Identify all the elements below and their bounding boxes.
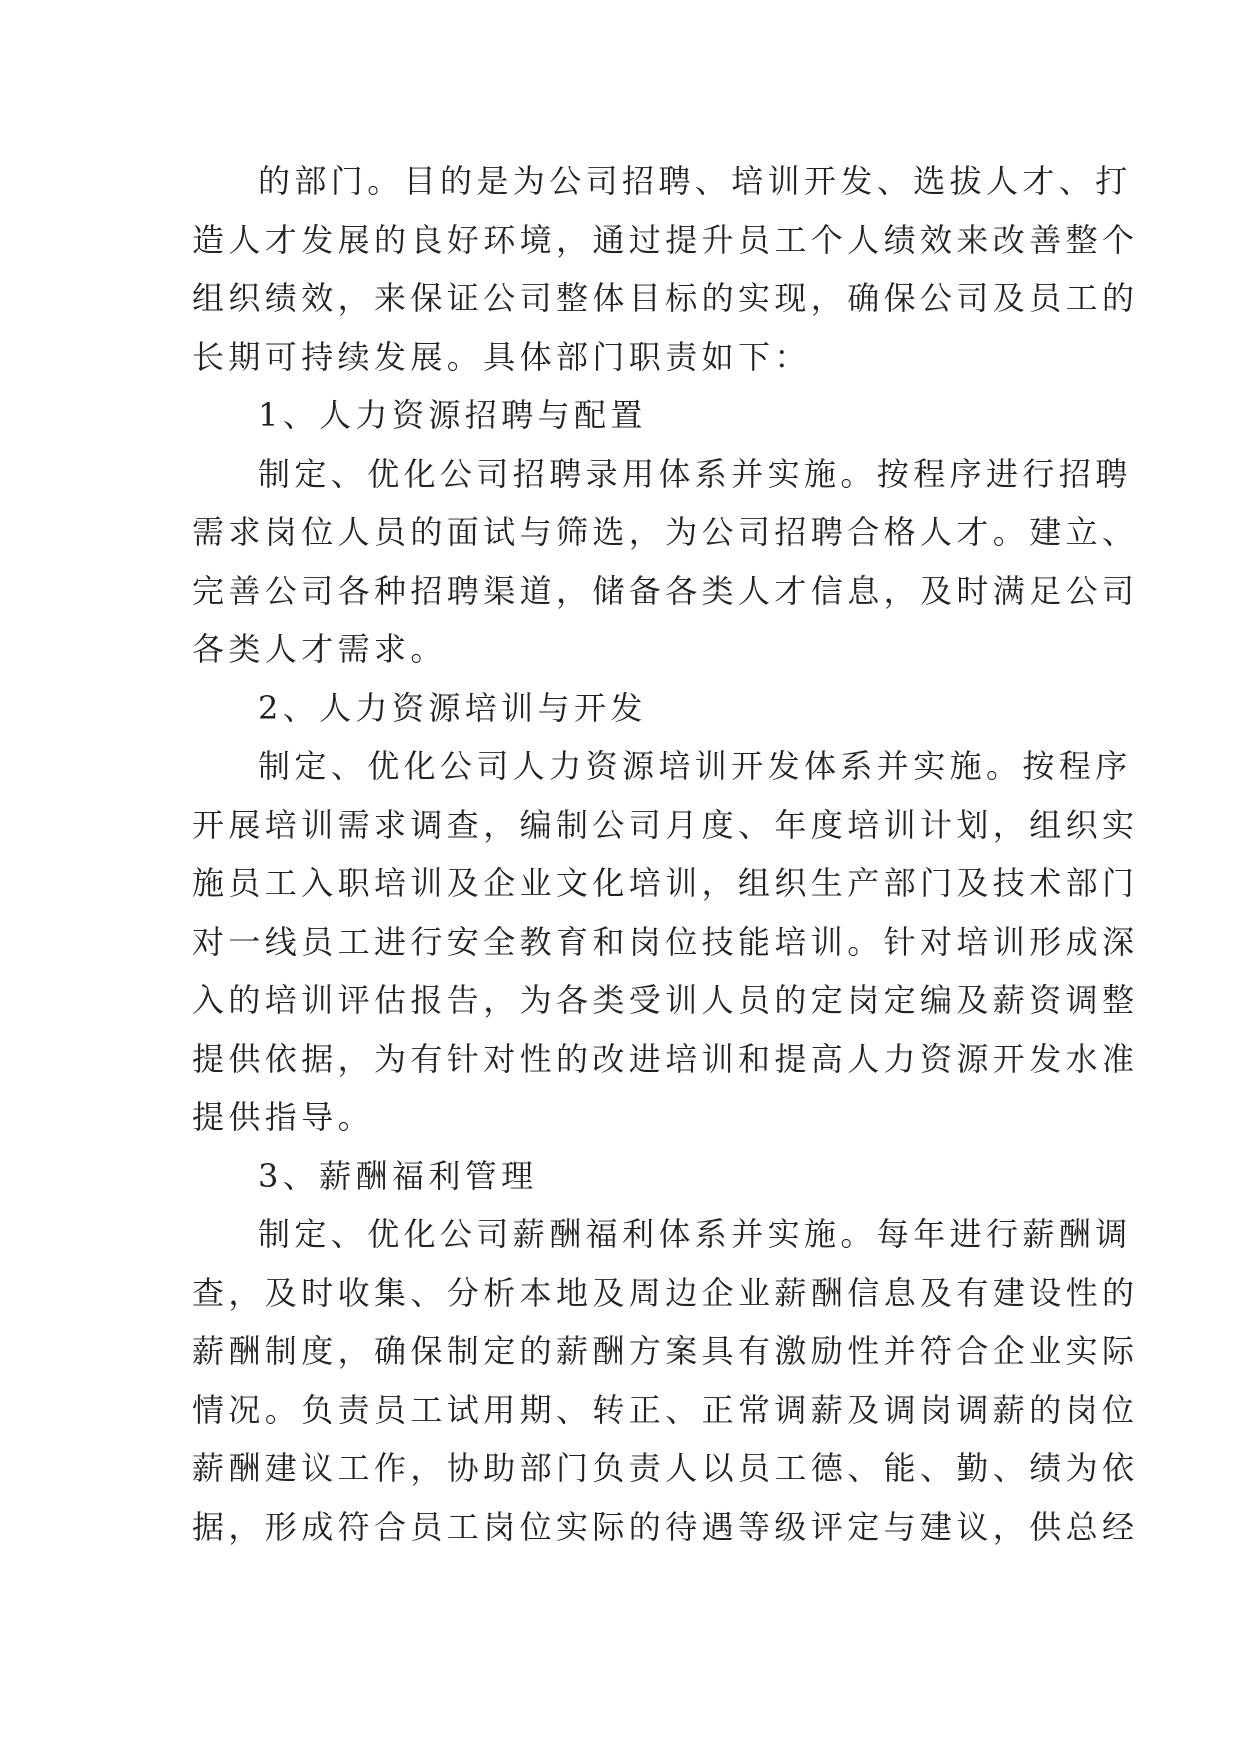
paragraph-line: 完善公司各种招聘渠道，储备各类人才信息，及时满足公司 bbox=[192, 571, 1139, 610]
paragraph-line: 组织绩效，来保证公司整体目标的实现，确保公司及员工的 bbox=[192, 279, 1139, 317]
paragraph-line: 的部门。目的是为公司招聘、培训开发、选拔人才、打 bbox=[258, 162, 1132, 200]
paragraph-line: 对一线员工进行安全教育和岗位技能培训。针对培训形成深 bbox=[192, 922, 1139, 961]
paragraph-line: 开展培训需求调查，编制公司月度、年度培训计划，组织实 bbox=[192, 805, 1139, 844]
paragraph-line: 查，及时收集、分析本地及周边企业薪酬信息及有建设性的 bbox=[192, 1273, 1139, 1312]
paragraph-line: 造人才发展的良好环境，通过提升员工个人绩效来改善整个 bbox=[192, 220, 1139, 259]
section-heading-recruitment: 1、人力资源招聘与配置 bbox=[258, 396, 647, 434]
paragraph-line: 制定、优化公司人力资源培训开发体系并实施。按程序 bbox=[258, 747, 1132, 785]
paragraph-line: 据，形成符合员工岗位实际的待遇等级评定与建议，供总经 bbox=[192, 1507, 1139, 1546]
paragraph-line: 薪酬建议工作，协助部门负责人以员工德、能、勤、绩为依 bbox=[192, 1449, 1139, 1487]
paragraph-line: 情况。负责员工试用期、转正、正常调薪及调岗调薪的岗位 bbox=[192, 1390, 1139, 1429]
paragraph-line: 入的培训评估报告，为各类受训人员的定岗定编及薪资调整 bbox=[192, 981, 1139, 1019]
paragraph-line: 施员工入职培训及企业文化培训，组织生产部门及技术部门 bbox=[192, 864, 1139, 902]
paragraph-line: 长期可持续发展。具体部门职责如下： bbox=[192, 337, 811, 376]
paragraph-line: 提供依据，为有针对性的改进培训和提高人力资源开发水准 bbox=[192, 1039, 1139, 1078]
paragraph-line: 需求岗位人员的面试与筛选，为公司招聘合格人才。建立、 bbox=[192, 513, 1139, 551]
document-body bbox=[192, 152, 1139, 1556]
paragraph-line: 制定、优化公司招聘录用体系并实施。按程序进行招聘 bbox=[258, 454, 1132, 493]
paragraph-line: 薪酬制度，确保制定的薪酬方案具有激励性并符合企业实际 bbox=[192, 1332, 1139, 1370]
paragraph-line: 制定、优化公司薪酬福利体系并实施。每年进行薪酬调 bbox=[258, 1215, 1132, 1253]
section-heading-training: 2、人力资源培训与开发 bbox=[258, 688, 647, 727]
paragraph-line: 提供指导。 bbox=[192, 1098, 375, 1136]
paragraph-line: 各类人才需求。 bbox=[192, 630, 447, 668]
section-heading-compensation: 3、薪酬福利管理 bbox=[258, 1156, 538, 1195]
